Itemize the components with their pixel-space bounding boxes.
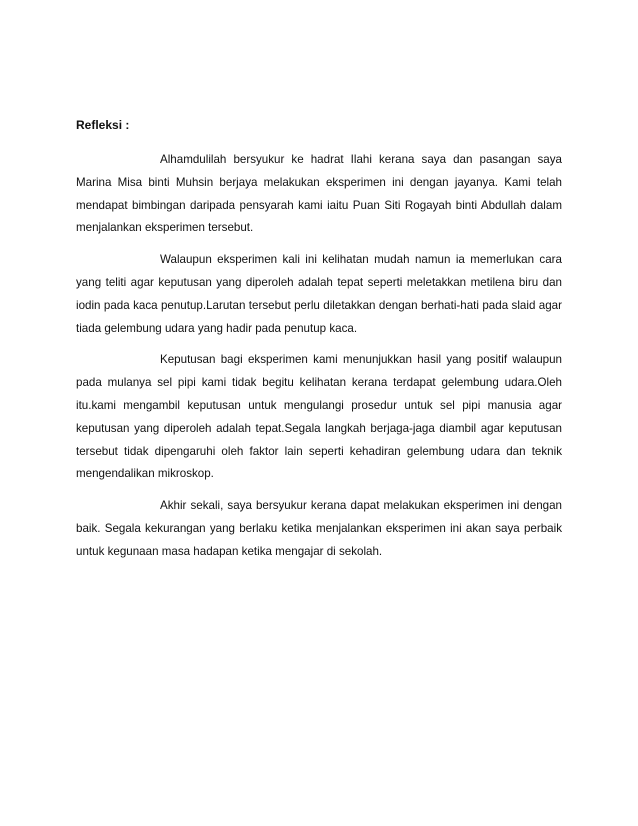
- document-body: [76, 117, 562, 573]
- paragraph-3: Keputusan bagi eksperimen kami menunjukkan hasil yang positif walaupun pada mulanya sel pipi kami tidak begitu kelihatan kerana terdapat gelembung udara.Oleh itu.kami mengambil keputusan untuk mengulangi prosedur untuk sel pipi manusia agar keputusan yang diperoleh adalah tepat.Segala langkah berjaga-jaga diambil agar keputusan tersebut tidak dipengaruhi oleh faktor lain seperti kehadiran gelembung udara dan teknik mengendalikan mikroskop.: [76, 353, 562, 481]
- section-heading: Refleksi :: [76, 118, 130, 132]
- paragraph-2: Walaupun eksperimen kali ini kelihatan mudah namun ia memerlukan cara yang teliti agar keputusan yang diperoleh adalah tepat seperti meletakkan metilena biru dan iodin pada kaca penutup.Larutan tersebut perlu diletakkan dengan berhati-hati pada slaid agar tiada gelembung udara yang hadir pada penutup kaca.: [76, 253, 562, 335]
- paragraph-1: Alhamdulilah bersyukur ke hadrat Ilahi kerana saya dan pasangan saya Marina Misa binti Muhsin berjaya melakukan eksperimen ini dengan jayanya. Kami telah mendapat bimbingan daripada pensyarah kami iaitu Puan Siti Rogayah binti Abdullah dalam menjalankan eksperimen tersebut.: [76, 153, 562, 235]
- paragraph-4: Akhir sekali, saya bersyukur kerana dapat melakukan eksperimen ini dengan baik. Segala kekurangan yang berlaku ketika menjalankan eksperimen ini akan saya perbaik untuk kegunaan masa hadapan ketika mengajar di sekolah.: [76, 499, 562, 558]
